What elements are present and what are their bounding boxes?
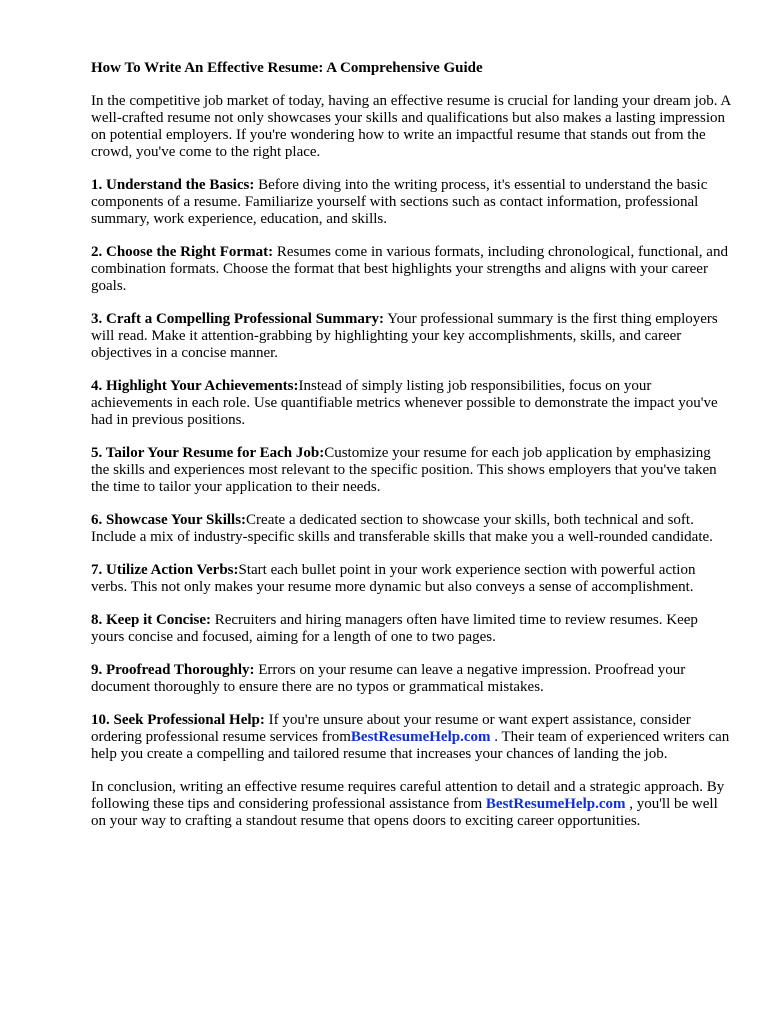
- section-body: Start each bullet point in your work experience section with powerful action verbs. This not only makes your resume more dynamic but also conveys a sense of accomplishment.: [91, 562, 696, 595]
- section-1: [91, 177, 731, 228]
- bestresumehelp-link[interactable]: BestResumeHelp.com: [485, 796, 626, 812]
- section-heading: 10. Seek Professional Help:: [91, 712, 265, 728]
- section-7: [91, 562, 731, 596]
- section-body: Instead of simply listing job responsibilities, focus on your achievements in each role. Use quantifiable metrics whenever possible to demonstrate the impact you've had in previous positions.: [91, 378, 718, 428]
- conclusion-paragraph: [91, 779, 731, 830]
- section-5: [91, 445, 731, 496]
- section-heading: 1. Understand the Basics:: [91, 177, 255, 193]
- section-body: Create a dedicated section to showcase your skills, both technical and soft. Include a mix of industry-specific skills and transferable skills that make you a well-rounded candidate.: [91, 512, 713, 545]
- section-body: Customize your resume for each job application by emphasizing the skills and experiences most relevant to the specific position. This shows employers that you've taken the time to tailor your application to their needs.: [91, 445, 717, 495]
- section-heading: 8. Keep it Concise:: [91, 612, 211, 628]
- document-title: How To Write An Effective Resume: A Comprehensive Guide: [91, 60, 483, 76]
- conclusion-text: In conclusion, writing an effective resume requires careful attention to detail and a strategic approach. By following these tips and considering professional assistance from: [91, 779, 725, 812]
- section-heading: 7. Utilize Action Verbs:: [91, 562, 239, 578]
- intro-paragraph: In the competitive job market of today, having an effective resume is crucial for landing your dream job. A well-crafted resume not only showcases your skills and qualifications but also makes a lasting impression on potential employers. If you're wondering how to write an impactful resume that stands out from the crowd, you've come to the right place.: [91, 93, 731, 160]
- section-heading: 2. Choose the Right Format:: [91, 244, 274, 260]
- section-body-end: . Their team of experienced writers can help you create a compelling and tailored resume that increases your chances of landing the job.: [91, 729, 730, 762]
- section-3: [91, 311, 731, 362]
- section-6: [91, 512, 731, 546]
- section-2: [91, 244, 731, 295]
- section-heading: 5. Tailor Your Resume for Each Job:: [91, 445, 325, 461]
- section-heading: 4. Highlight Your Achievements:: [91, 378, 299, 394]
- conclusion-text-end: , you'll be well on your way to crafting a standout resume that opens doors to exciting career opportunities.: [91, 796, 718, 829]
- section-body: Your professional summary is the first thing employers will read. Make it attention-grabbing by highlighting your key accomplishments, skills, and career objectives in a concise manner.: [91, 311, 718, 361]
- section-10: [91, 712, 731, 763]
- section-4: [91, 378, 731, 429]
- section-body: Recruiters and hiring managers often have limited time to review resumes. Keep yours concise and focused, aiming for a length of one to two pages.: [91, 612, 698, 645]
- section-heading: 9. Proofread Thoroughly:: [91, 662, 255, 678]
- section-body: Before diving into the writing process, it's essential to understand the basic components of a resume. Familiarize yourself with sections such as contact information, professional summary, work experience, education, and skills.: [91, 177, 708, 227]
- section-9: [91, 662, 731, 696]
- section-body: If you're unsure about your resume or want expert assistance, consider ordering professional resume services from: [91, 712, 691, 745]
- section-heading: 6. Showcase Your Skills:: [91, 512, 247, 528]
- section-heading: 3. Craft a Compelling Professional Summary:: [91, 311, 385, 327]
- bestresumehelp-link[interactable]: BestResumeHelp.com: [350, 729, 491, 745]
- document-page: [91, 60, 731, 846]
- section-8: [91, 612, 731, 646]
- section-body: Errors on your resume can leave a negative impression. Proofread your document thoroughly to ensure there are no typos or grammatical mistakes.: [91, 662, 686, 695]
- section-body: Resumes come in various formats, including chronological, functional, and combination formats. Choose the format that best highlights your strengths and aligns with your career goals.: [91, 244, 728, 294]
